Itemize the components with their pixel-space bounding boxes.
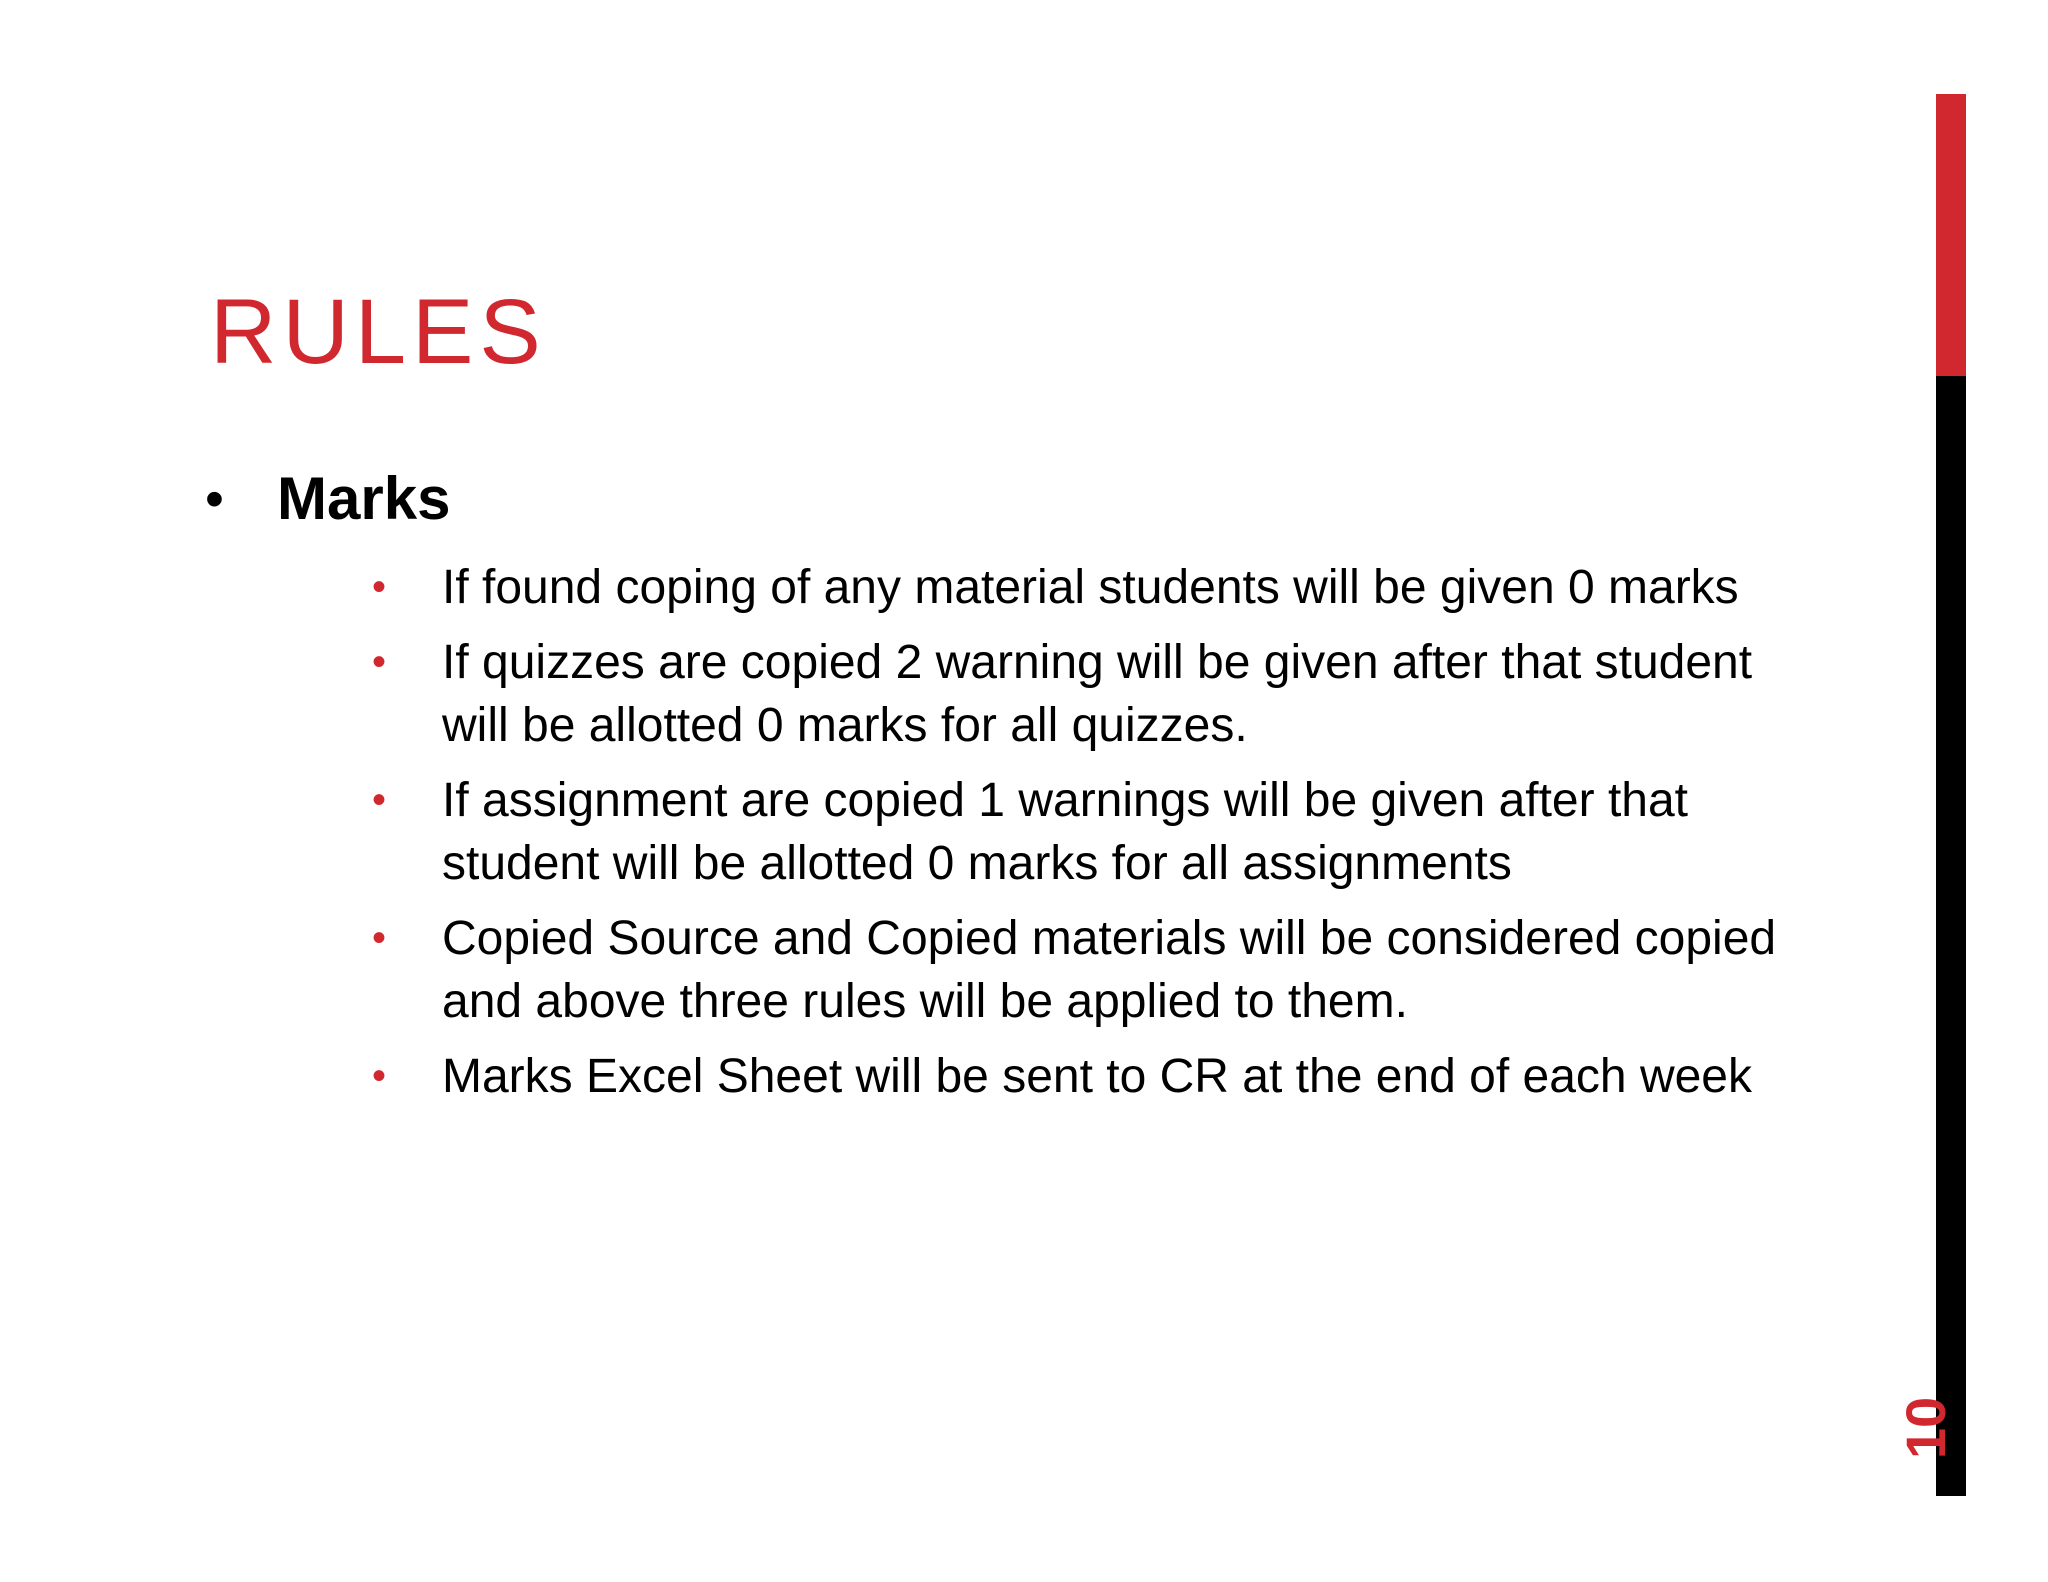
- list-item: [372, 907, 1812, 1033]
- list-item: [372, 769, 1812, 895]
- list-item-text: If assignment are copied 1 warnings will be given after that student will be allotted 0 marks for all assignments: [442, 774, 1689, 890]
- page-number: 10: [1894, 1396, 1957, 1460]
- main-bullet-list: [205, 464, 1777, 1120]
- list-item-text: If found coping of any material students will be given 0 marks: [442, 561, 1739, 614]
- list-item: [372, 1045, 1812, 1108]
- side-bar-black-segment: [1936, 376, 1966, 1496]
- bullet-dot-icon: •: [205, 469, 224, 529]
- sub-bullet-list: [372, 556, 1812, 1108]
- slide-title: RULES: [210, 281, 547, 383]
- red-bullet-dot-icon: •: [372, 640, 387, 684]
- list-item-text: If quizzes are copied 2 warning will be given after that student will be allotted 0 marks for all quizzes.: [442, 636, 1753, 752]
- main-bullet-item: [205, 464, 1777, 1108]
- list-item: [372, 556, 1812, 619]
- list-item: [372, 631, 1812, 757]
- red-bullet-dot-icon: •: [372, 916, 387, 960]
- list-item-text: Copied Source and Copied materials will be considered copied and above three rules will be applied to them.: [442, 912, 1777, 1028]
- section-label: Marks: [277, 465, 451, 532]
- red-bullet-dot-icon: •: [372, 778, 387, 822]
- list-item-text: Marks Excel Sheet will be sent to CR at the end of each week: [442, 1050, 1752, 1103]
- red-bullet-dot-icon: •: [372, 1054, 387, 1098]
- red-bullet-dot-icon: •: [372, 565, 387, 609]
- side-bar-red-segment: [1936, 94, 1966, 376]
